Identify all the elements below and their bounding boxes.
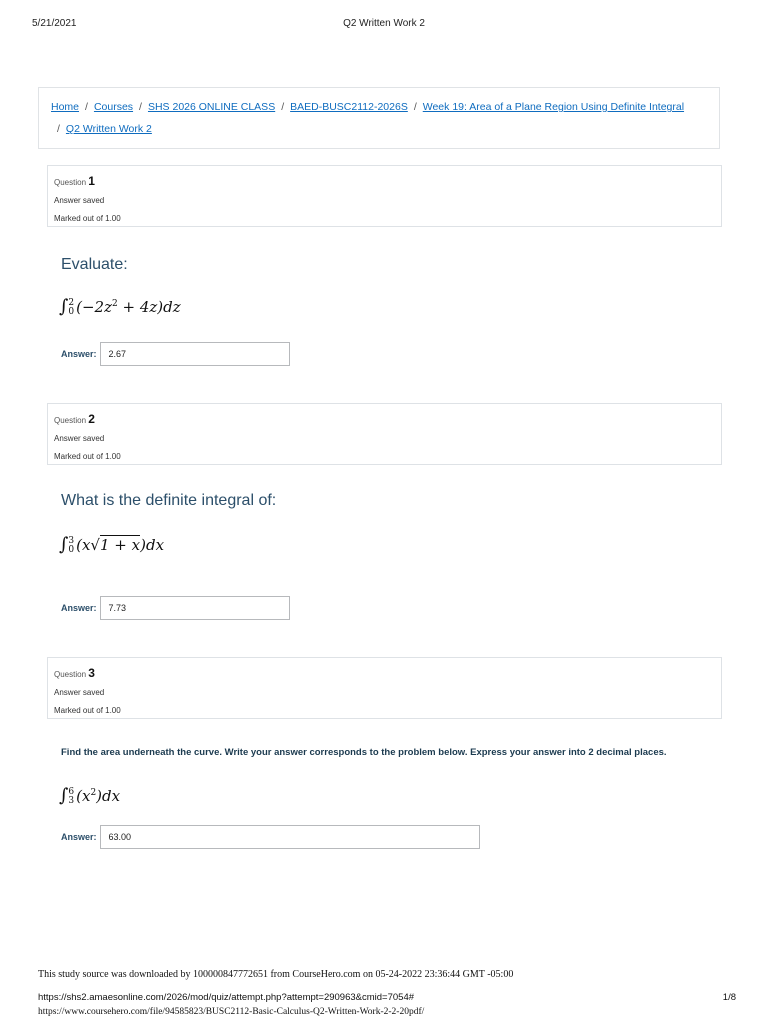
question-prompt-1: Evaluate:	[61, 256, 128, 273]
question-label: Question	[54, 670, 87, 679]
question-label: Question	[54, 416, 87, 425]
breadcrumb-courses-link[interactable]: Courses	[93, 101, 134, 113]
breadcrumb	[38, 87, 720, 149]
question-info-1	[47, 165, 722, 227]
answer-row-2	[61, 596, 290, 620]
answer-label: Answer:	[61, 349, 97, 359]
lower-limit: 0	[68, 545, 75, 555]
question-formula-2: ∫ 3 0 (x√1 + x)dx	[59, 534, 165, 555]
question-info-2	[47, 403, 722, 465]
question-info-3	[47, 657, 722, 719]
breadcrumb-week-link[interactable]: Week 19: Area of a Plane Region Using Definite Integral	[422, 101, 685, 113]
study-source-notice: This study source was downloaded by 100000847772651 from CourseHero.com on 05-24-2022 23:36:44 GMT -05:00	[38, 969, 514, 980]
breadcrumb-separator: /	[413, 101, 417, 113]
question-prompt-2: What is the definite integral of:	[61, 492, 277, 509]
question-mark: Marked out of 1.00	[54, 214, 121, 223]
lower-limit: 3	[68, 796, 75, 806]
answer-label: Answer:	[61, 832, 97, 842]
answer-row-1	[61, 342, 290, 366]
breadcrumb-class-link[interactable]: SHS 2026 ONLINE CLASS	[147, 101, 276, 113]
question-prompt-3: Find the area underneath the curve. Write your answer corresponds to the problem below. Express your answer into 2 decimal places.	[61, 747, 667, 758]
answer-input-2[interactable]: 7.73	[100, 596, 290, 620]
question-state: Answer saved	[54, 688, 105, 697]
question-mark: Marked out of 1.00	[54, 452, 121, 461]
question-state: Answer saved	[54, 434, 105, 443]
upper-limit: 3	[68, 536, 75, 546]
breadcrumb-course-link[interactable]: BAED-BUSC2112-2026S	[290, 101, 408, 113]
question-label: Question	[54, 178, 87, 187]
answer-input-1[interactable]: 2.67	[100, 342, 290, 366]
breadcrumb-separator: /	[139, 101, 142, 113]
breadcrumb-separator: /	[57, 123, 60, 135]
breadcrumb-separator: /	[85, 101, 88, 113]
question-formula-3: ∫ 6 3 $(x^2)dx$	[59, 785, 121, 806]
question-mark: Marked out of 1.00	[54, 706, 121, 715]
print-title: Q2 Written Work 2	[343, 18, 425, 29]
attempt-url: https://shs2.amaesonline.com/2026/mod/quiz/attempt.php?attempt=290963&cmid=7054#	[38, 992, 415, 1003]
question-number: 3	[88, 666, 95, 680]
upper-limit: 6	[68, 787, 75, 797]
lower-limit: 0	[68, 307, 75, 317]
page-number: 1/8	[722, 992, 736, 1003]
print-date: 5/21/2021	[32, 18, 77, 29]
question-number: 1	[88, 174, 95, 188]
answer-label: Answer:	[61, 603, 97, 613]
breadcrumb-home-link[interactable]: Home	[51, 101, 80, 113]
answer-input-3[interactable]: 63.00	[100, 825, 480, 849]
answer-row-3	[61, 825, 480, 849]
question-formula-1: ∫ 2 0 $(-2z^2 + 4z)dz$	[59, 296, 181, 317]
breadcrumb-separator: /	[281, 101, 285, 113]
upper-limit: 2	[68, 298, 75, 308]
coursehero-url: https://www.coursehero.com/file/94585823/BUSC2112-Basic-Calculus-Q2-Written-Work-2-2-20pdf/	[38, 1007, 425, 1017]
question-number: 2	[88, 412, 95, 426]
breadcrumb-quiz-link[interactable]: Q2 Written Work 2	[65, 123, 152, 135]
question-state: Answer saved	[54, 196, 105, 205]
